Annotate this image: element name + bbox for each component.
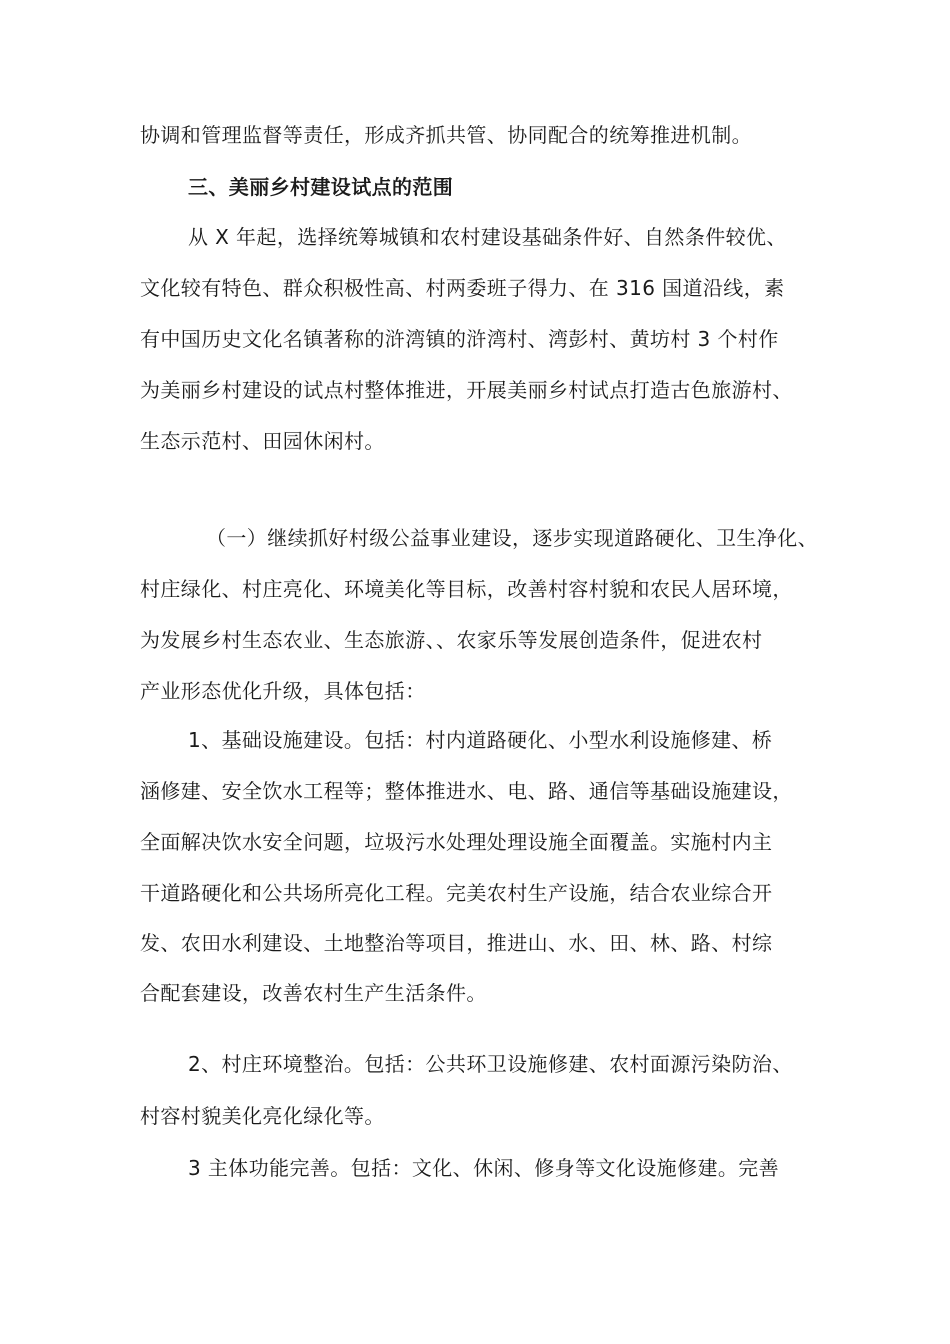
paragraph-line: 从 X 年起，选择统筹城镇和农村建设基础条件好、自然条件较优、 — [188, 225, 787, 249]
paragraph-line: 合配套建设，改善农村生产生活条件。 — [140, 981, 487, 1005]
paragraph-line: 1、基础设施建设。包括：村内道路硬化、小型水利设施修建、桥 — [188, 728, 773, 752]
paragraph-line: 全面解决饮水安全问题，垃圾污水处理处理设施全面覆盖。实施村内主 — [140, 830, 773, 854]
paragraph-line: 3 主体功能完善。包括：文化、休闲、修身等文化设施修建。完善 — [188, 1156, 780, 1180]
paragraph-line: 村庄绿化、村庄亮化、环境美化等目标，改善村容村貌和农民人居环境， — [140, 577, 793, 601]
paragraph-line: 有中国历史文化名镇著称的浒湾镇的浒湾村、湾彭村、黄坊村 3 个村作 — [140, 327, 779, 351]
paragraph-line: 协调和管理监督等责任，形成齐抓共管、协同配合的统筹推进机制。 — [140, 123, 752, 147]
paragraph-line: 村容村貌美化亮化绿化等。 — [140, 1104, 385, 1128]
paragraph-line: 生态示范村、田园休闲村。 — [140, 429, 385, 453]
paragraph-line: （一）继续抓好村级公益事业建设，逐步实现道路硬化、卫生净化、 — [206, 526, 818, 550]
section-heading: 三、美丽乡村建设试点的范围 — [188, 175, 454, 199]
paragraph-line: 干道路硬化和公共场所亮化工程。完美农村生产设施，结合农业综合开 — [140, 881, 773, 905]
paragraph-line: 产业形态优化升级，具体包括： — [140, 679, 426, 703]
paragraph-line: 发、农田水利建设、土地整治等项目，推进山、水、田、林、路、村综 — [140, 931, 773, 955]
paragraph-line: 涵修建、安全饮水工程等；整体推进水、电、路、通信等基础设施建设， — [140, 779, 793, 803]
paragraph-line: 文化较有特色、群众积极性高、村两委班子得力、在 316 国道沿线，素 — [140, 276, 785, 300]
paragraph-line: 为发展乡村生态农业、生态旅游、、农家乐等发展创造条件，促进农村 — [140, 628, 763, 652]
paragraph-line: 为美丽乡村建设的试点村整体推进，开展美丽乡村试点打造古色旅游村、 — [140, 378, 793, 402]
paragraph-line: 2、村庄环境整治。包括：公共环卫设施修建、农村面源污染防治、 — [188, 1052, 793, 1076]
